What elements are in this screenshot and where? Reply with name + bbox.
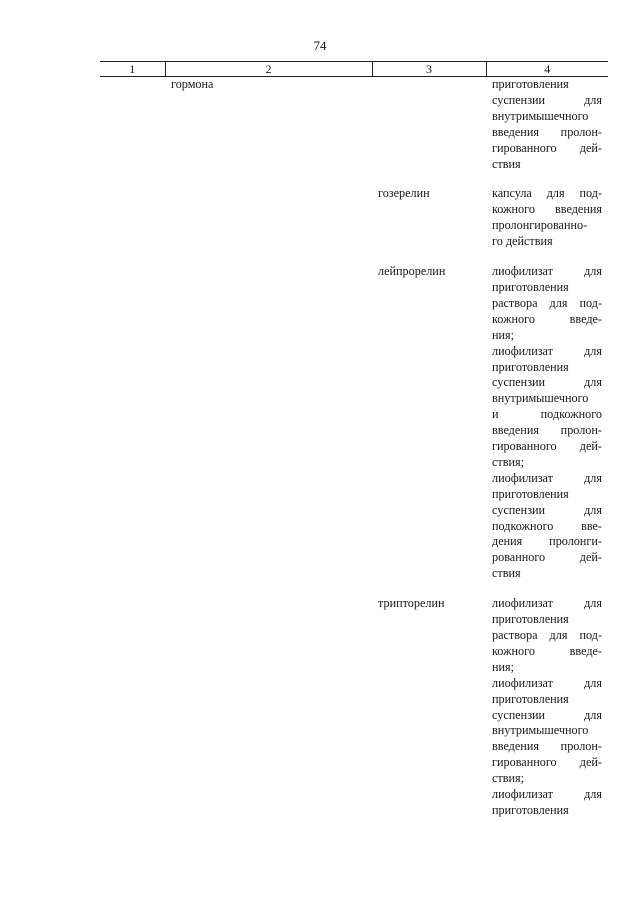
table-row	[100, 264, 608, 582]
cell-group	[165, 264, 372, 582]
cell-drug-name: гозерелин	[378, 186, 430, 201]
header-col-2: 2	[165, 62, 372, 77]
page-number: 74	[313, 38, 327, 53]
dosage-form-line: рованного дей-	[492, 550, 602, 565]
cell-group: гормона	[171, 77, 214, 91]
cell-code	[100, 186, 165, 250]
header-col-1: 1	[100, 62, 165, 77]
dosage-form-line: ствия	[492, 156, 521, 171]
dosage-form-line: ствия	[492, 566, 521, 581]
dosage-form-line: лиофилизат для	[492, 264, 602, 279]
cell-drug-name: трипторелин	[378, 596, 445, 611]
cell-dosage-forms	[486, 264, 608, 582]
dosage-form-line: приготовления	[492, 77, 569, 91]
dosage-form-line: лиофилизат для	[492, 787, 602, 802]
cell-drug-name: лейпрорелин	[378, 264, 446, 279]
dosage-form-line: раствора для под-	[492, 295, 602, 310]
dosage-form-line: приготовления	[492, 802, 569, 817]
dosage-form-line: введения пролон-	[492, 423, 602, 438]
dosage-form-line: суспензии для	[492, 502, 602, 517]
dosage-form-line: и подкожного	[492, 407, 602, 422]
dosage-form-line: лиофилизат для	[492, 343, 602, 358]
dosage-form-line: кожного введе-	[492, 311, 602, 326]
dosage-form-line: внутримышечного	[492, 391, 589, 406]
dosage-form-line: кожного введения	[492, 202, 602, 217]
dosage-form-line: гированного дей-	[492, 140, 602, 155]
cell-code	[100, 77, 165, 173]
dosage-form-group	[492, 787, 602, 819]
dosage-form-line: гированного дей-	[492, 439, 602, 454]
dosage-form-line: введения пролон-	[492, 124, 602, 139]
table-row	[100, 77, 608, 173]
dosage-form-group	[492, 264, 602, 344]
dosage-form-line: лиофилизат для	[492, 470, 602, 485]
cell-drug-name	[372, 77, 486, 173]
cell-dosage-forms	[486, 77, 608, 173]
dosage-form-line: лиофилизат для	[492, 675, 602, 690]
cell-code	[100, 264, 165, 582]
dosage-form-line: введения пролон-	[492, 739, 602, 754]
dosage-form-line: суспензии для	[492, 92, 602, 107]
header-col-3: 3	[372, 62, 486, 77]
dosage-form-line: гированного дей-	[492, 755, 602, 770]
cell-code	[100, 596, 165, 819]
dosage-form-line: лиофилизат для	[492, 596, 602, 611]
header-col-4: 4	[486, 62, 608, 77]
dosage-form-group	[492, 186, 602, 250]
dosage-form-group	[492, 471, 602, 582]
dosage-form-line: суспензии для	[492, 375, 602, 390]
dosage-form-line: приготовления	[492, 486, 569, 501]
dosage-form-line: пролонгированно-	[492, 218, 588, 233]
dosage-form-line: внутримышечного	[492, 108, 589, 123]
dosage-form-line: го действия	[492, 234, 553, 249]
dosage-form-group	[492, 77, 602, 172]
dosage-form-line: суспензии для	[492, 707, 602, 722]
table-row	[100, 596, 608, 819]
dosage-form-line: ствия;	[492, 771, 525, 786]
dosage-form-line: дения пролонги-	[492, 534, 602, 549]
dosage-form-line: внутримышечного	[492, 723, 589, 738]
cell-dosage-forms	[486, 596, 608, 819]
dosage-form-group	[492, 596, 602, 676]
dosage-form-line: приготовления	[492, 612, 569, 627]
dosage-form-line: ствия;	[492, 454, 525, 469]
dosage-form-line: раствора для под-	[492, 628, 602, 642]
dosage-form-group	[492, 344, 602, 471]
dosage-form-line: ния;	[492, 327, 515, 342]
dosage-form-line: приготовления	[492, 691, 569, 706]
cell-dosage-forms	[486, 186, 608, 250]
dosage-form-line: приготовления	[492, 359, 569, 374]
table-body	[100, 77, 608, 819]
dosage-form-line: ния;	[492, 659, 515, 674]
cell-group	[165, 596, 372, 819]
drug-table	[100, 61, 608, 819]
table-row	[100, 186, 608, 250]
dosage-form-group	[492, 676, 602, 787]
table-header-row	[100, 62, 608, 77]
dosage-form-line: кожного введе-	[492, 643, 602, 658]
dosage-form-line: подкожного вве-	[492, 518, 602, 533]
dosage-form-line: приготовления	[492, 279, 569, 294]
cell-group	[165, 186, 372, 250]
dosage-form-line: капсула для под-	[492, 186, 602, 201]
